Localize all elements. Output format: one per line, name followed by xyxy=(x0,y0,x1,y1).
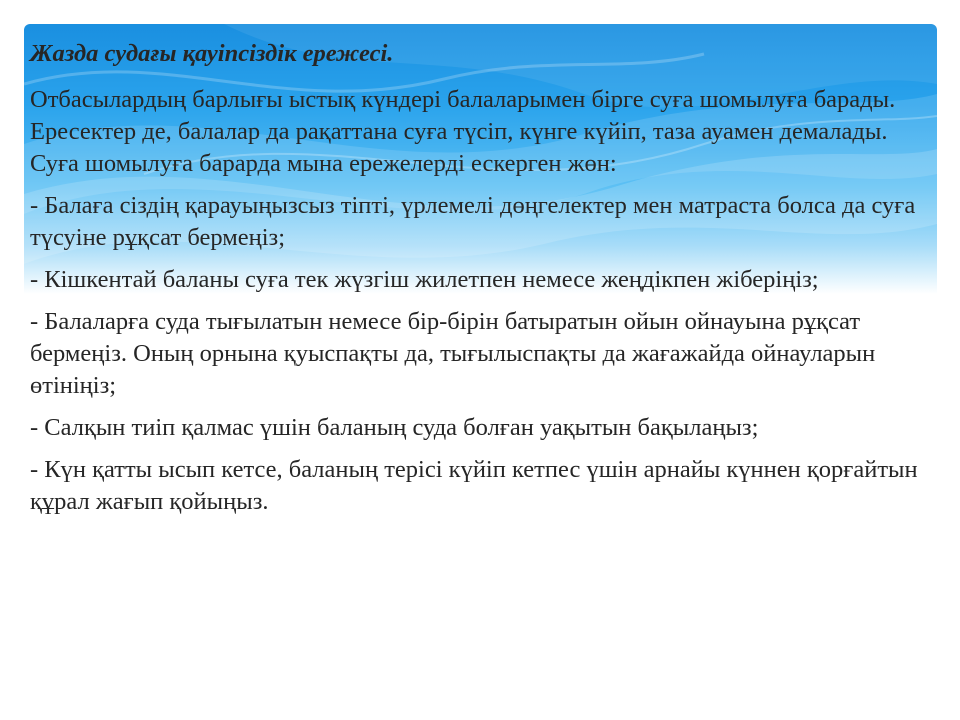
rule-item: - Күн қатты ысып кетсе, баланың терісі күйіп кетпес үшін арнайы күннен қорғайтын құрал жағып қойыңыз. xyxy=(30,456,918,515)
rule-item: - Салқын тиіп қалмас үшін баланың суда болған уақытын бақылаңыз; xyxy=(30,414,759,441)
slide-content xyxy=(30,38,920,528)
rule-item: - Кішкентай баланы суға тек жүзгіш жилетпен немесе жеңдікпен жіберіңіз; xyxy=(30,266,819,293)
slide-title: Жазда судағы қауіпсіздік ережесі. xyxy=(30,40,394,67)
rule-item: - Балаға сіздің қарауыңызсыз тіпті, үрлемелі дөңгелектер мен матраста болса да суға түсуіне рұқсат бермеңіз; xyxy=(30,192,916,251)
intro-paragraph: Отбасылардың барлығы ыстық күндері балаларымен бірге суға шомылуға барады. Ересектер де, балалар да рақаттана суға түсіп, күнге күйіп, таза ауамен демалады. Суға шомылуға барарда мына ережелерді ескерген жөн: xyxy=(30,86,896,177)
rule-item: - Балаларға суда тығылатын немесе бір-бірін батыратын ойын ойнауына рұқсат бермеңіз. Оның орнына қуыспақты да, тығылыспақты да жағажайда ойнауларын өтініңіз; xyxy=(30,308,876,399)
